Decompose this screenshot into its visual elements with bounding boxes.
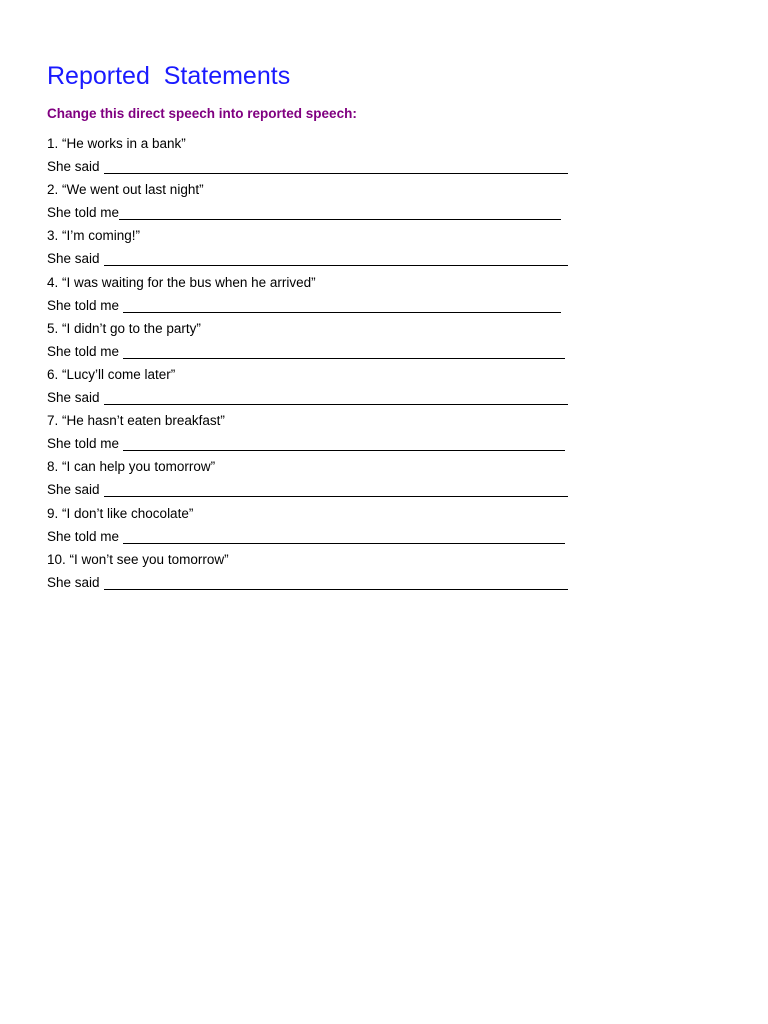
answer-row [47, 250, 568, 268]
answer-lead: She told me [47, 205, 120, 221]
answer-lead: She said [47, 574, 100, 590]
answer-blank[interactable] [104, 482, 568, 497]
exercise-item [47, 366, 607, 412]
exercise-item [47, 181, 607, 227]
instruction-text: Change this direct speech into reported speech: [47, 106, 357, 121]
exercise-list [47, 135, 607, 597]
exercise-prompt: 10. “I won’t see you tomorrow” [47, 551, 229, 567]
exercise-item [47, 320, 607, 366]
exercise-prompt: 7. “He hasn’t eaten breakfast” [47, 413, 225, 429]
answer-lead: She told me [47, 436, 120, 452]
exercise-item [47, 135, 607, 181]
answer-row [47, 574, 568, 592]
exercise-prompt: 5. “I didn’t go to the party” [47, 320, 201, 336]
answer-row [47, 297, 561, 315]
answer-row [47, 528, 565, 546]
exercise-prompt: 1. “He works in a bank” [47, 136, 186, 151]
exercise-prompt: 3. “I’m coming!” [47, 228, 141, 244]
answer-blank[interactable] [123, 436, 565, 451]
answer-blank[interactable] [104, 251, 568, 266]
exercise-item [47, 412, 607, 458]
exercise-prompt: 9. “I don’t like chocolate” [47, 505, 194, 521]
answer-blank[interactable] [104, 159, 568, 174]
answer-lead: She told me [47, 343, 120, 359]
answer-row [47, 389, 568, 407]
answer-row [47, 435, 565, 453]
answer-blank[interactable] [104, 390, 568, 405]
answer-blank[interactable] [123, 298, 561, 313]
answer-blank[interactable] [119, 205, 561, 220]
exercise-item [47, 505, 607, 551]
exercise-item [47, 458, 607, 504]
answer-lead: She told me [47, 297, 120, 313]
exercise-item [47, 227, 607, 273]
exercise-prompt: 4. “I was waiting for the bus when he arrived” [47, 274, 316, 290]
exercise-prompt: 8. “I can help you tomorrow” [47, 459, 216, 475]
answer-lead: She said [47, 159, 100, 174]
answer-lead: She said [47, 251, 100, 267]
answer-row [47, 343, 565, 361]
answer-blank[interactable] [104, 575, 568, 590]
answer-lead: She told me [47, 528, 120, 544]
answer-lead: She said [47, 389, 100, 405]
exercise-item [47, 274, 607, 320]
answer-lead: She said [47, 482, 100, 498]
exercise-prompt: 6. “Lucy’ll come later” [47, 366, 176, 382]
answer-row [47, 481, 568, 499]
answer-blank[interactable] [123, 529, 565, 544]
exercise-item [47, 551, 607, 597]
answer-row [47, 158, 568, 176]
exercise-prompt: 2. “We went out last night” [47, 182, 204, 198]
answer-row [47, 204, 561, 222]
answer-blank[interactable] [123, 344, 565, 359]
page-title: Reported Statements [47, 62, 291, 90]
